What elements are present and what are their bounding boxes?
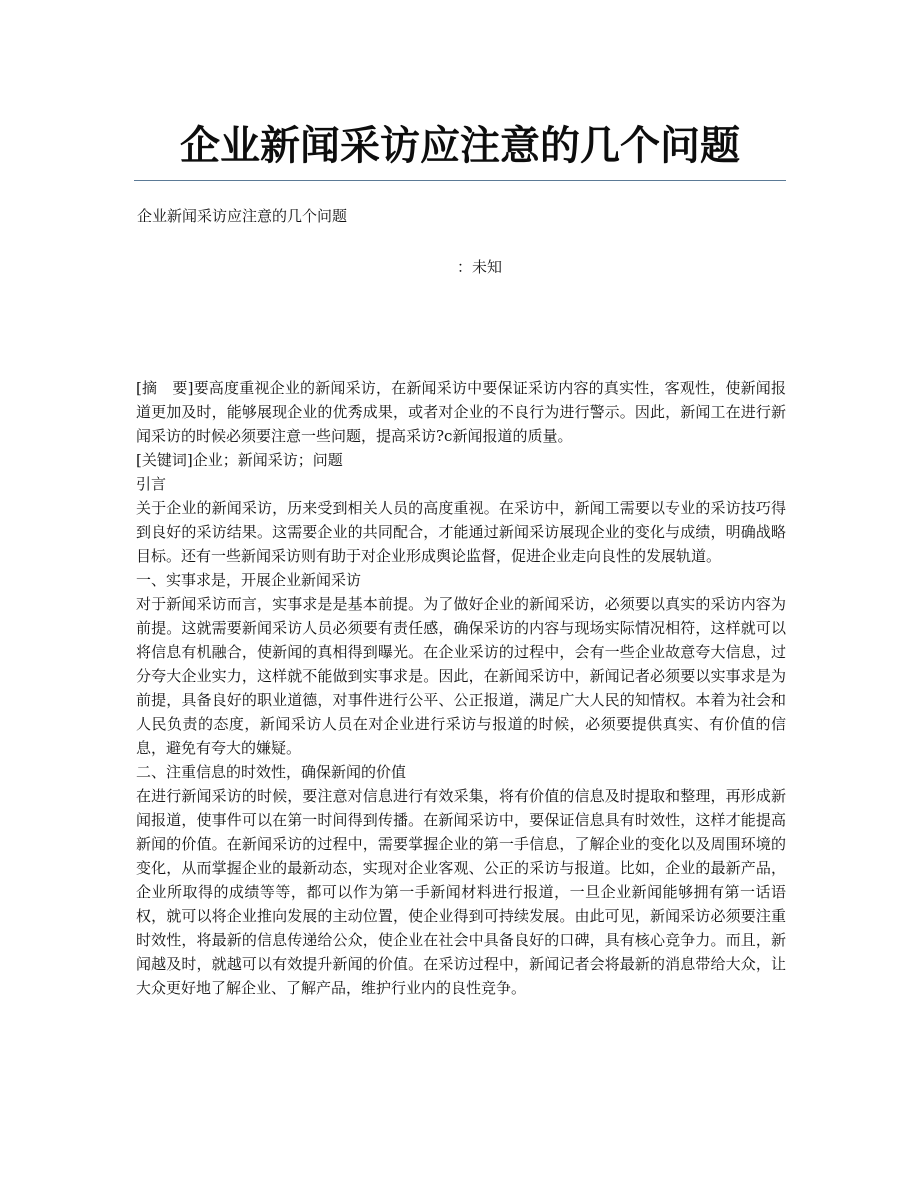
intro-paragraph: 关于企业的新闻采访，历来受到相关人员的高度重视。在采访中，新闻工需要以专业的采访技巧得到良好的采访结果。这需要企业的共同配合，才能通过新闻采访展现企业的变化与成绩，明确战略目标。还有一些新闻采访则有助于对企业形成舆论监督，促进企业走向良性的发展轨道。 bbox=[136, 499, 786, 565]
author-line: ：未知 bbox=[457, 258, 503, 276]
keywords-line: [关键词]企业；新闻采访；问题 bbox=[136, 451, 343, 469]
section-heading-1: 一、实事求是，开展企业新闻采访 bbox=[136, 571, 362, 589]
abstract-paragraph: [摘 要]要高度重视企业的新闻采访，在新闻采访中要保证采访内容的真实性，客观性，使新闻报道更加及时，能够展现企业的优秀成果，或者对企业的不良行为进行警示。因此，新闻工在进行新闻采访的时候必须要注意一些问题，提高采访?c新闻报道的质量。 bbox=[136, 379, 786, 445]
title-divider bbox=[134, 180, 786, 181]
section-2-paragraph: 在进行新闻采访的时候，要注意对信息进行有效采集，将有价值的信息及时提取和整理，再形成新闻报道，使事件可以在第一时间得到传播。在新闻采访中，要保证信息具有时效性，这样才能提高新闻的价值。在新闻采访的过程中，需要掌握企业的第一手信息，了解企业的变化以及周围环境的变化，从而掌握企业的最新动态，实现对企业客观、公正的采访与报道。比如，企业的最新产品，企业所取得的成绩等等，都可以作为第一手新闻材料进行报道，一旦企业新闻能够拥有第一话语权，就可以将企业推向发展的主动位置，使企业得到可持续发展。由此可见，新闻采访必须要注重时效性，将最新的信息传递给公众，使企业在社会中具备良好的口碑，具有核心竞争力。而且，新闻越及时，就越可以有效提升新闻的价值。在采访过程中，新闻记者会将最新的消息带给大众，让大众更好地了解企业、了解产品，维护行业内的良性竞争。 bbox=[136, 787, 786, 997]
article-body bbox=[136, 376, 786, 1000]
document-subtitle: 企业新闻采访应注意的几个问题 bbox=[137, 207, 348, 225]
section-heading-intro: 引言 bbox=[136, 475, 167, 493]
document-title: 企业新闻采访应注意的几个问题 bbox=[180, 123, 740, 169]
section-1-paragraph: 对于新闻采访而言，实事求是是基本前提。为了做好企业的新闻采访，必须要以真实的采访内容为前提。这就需要新闻采访人员必须要有责任感，确保采访的内容与现场实际情况相符，这样就可以将信息有机融合，使新闻的真相得到曝光。在企业采访的过程中，会有一些企业故意夸大信息，过分夸大企业实力，这样就不能做到实事求是。因此，在新闻采访中，新闻记者必须要以实事求是为前提，具备良好的职业道德，对事件进行公平、公正报道，满足广大人民的知情权。本着为社会和人民负责的态度，新闻采访人员在对企业进行采访与报道的时候，必须要提供真实、有价值的信息，避免有夸大的嫌疑。 bbox=[136, 595, 786, 757]
section-heading-2: 二、注重信息的时效性，确保新闻的价值 bbox=[136, 763, 407, 781]
